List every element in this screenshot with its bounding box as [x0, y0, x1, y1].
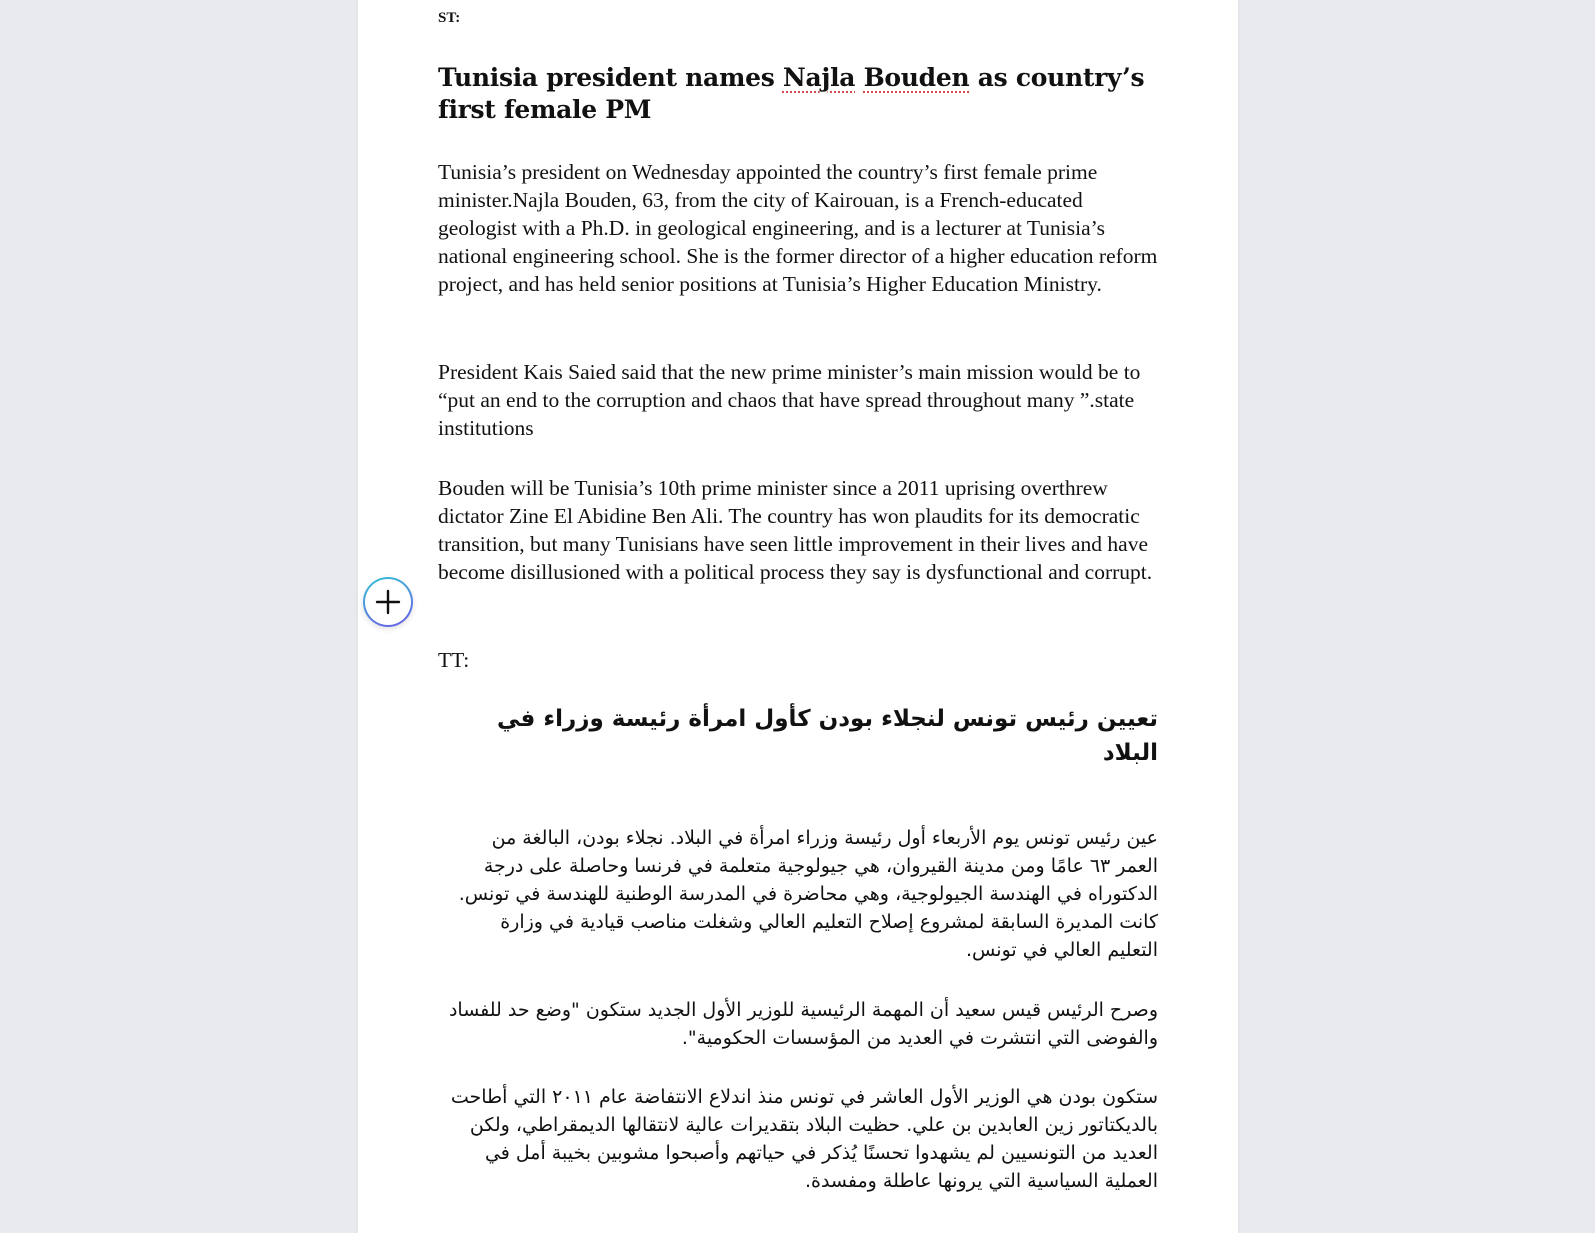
source-headline[interactable] [438, 62, 1158, 126]
spellcheck-flagged-word[interactable]: Najla [782, 63, 856, 92]
target-text-label: TT: [438, 648, 470, 672]
target-headline[interactable]: تعيين رئيس تونس لنجلاء بودن كأول امرأة رئيسة وزراء في البلاد [497, 706, 1158, 766]
document-page [358, 0, 1238, 1233]
source-text-label: ST: [438, 10, 461, 26]
target-paragraph[interactable]: ستكون بودن هي الوزير الأول العاشر في تونس منذ اندلاع الانتفاضة عام ٢٠١١ التي أطاحت بالديكتاتور زين العابدين بن علي. حظيت البلاد بتقديرات عالية لانتقالها الديمقراطي، ولكن العديد من التونسيين لم يشهدوا تحسنًا يُذكر في حياتهم وأصبحوا مشوبين بخيبة أمل في العملية السياسية التي يرونها عاطلة ومفسدة. [450, 1086, 1158, 1192]
source-paragraph[interactable]: Bouden will be Tunisia’s 10th prime minister since a 2011 uprising overthrew dictator Zine El Abidine Ben Ali. The country has won plaudits for its democratic transition, but many Tunisians have seen little improvement in their lives and have become disillusioned with a political process they say is dysfunctional and corrupt. [438, 476, 1153, 584]
target-paragraph[interactable]: وصرح الرئيس قيس سعيد أن المهمة الرئيسية للوزير الأول الجديد ستكون "وضع حد للفساد والفوضى التي انتشرت في العديد من المؤسسات الحكومية". [448, 999, 1158, 1049]
plus-icon [374, 588, 402, 616]
spellcheck-flagged-word[interactable]: Bouden [863, 63, 970, 92]
source-paragraph[interactable]: President Kais Saied said that the new prime minister’s main mission would be to “put an end to the corruption and chaos that have spread throughout many ”.state institutions [438, 360, 1141, 440]
headline-text-end: as country’s first female PM [438, 63, 1145, 124]
target-paragraph[interactable]: عين رئيس تونس يوم الأربعاء أول رئيسة وزراء امرأة في البلاد. نجلاء بودن، البالغة من العمر ٦٣ عامًا ومن مدينة القيروان، هي جيولوجية متعلمة في فرنسا وحاصلة على درجة الدكتوراه في الهندسة الجيولوجية، وهي محاضرة في المدرسة الوطنية للهندسة في تونس. كانت المديرة السابقة لمشروع إصلاح التعليم العالي وشغلت مناصب قيادية في وزارة التعليم العالي في تونس. [458, 827, 1158, 961]
headline-text-start: Tunisia president names [438, 63, 783, 92]
source-paragraph[interactable]: Tunisia’s president on Wednesday appointed the country’s first female prime minister.Najla Bouden, 63, from the city of Kairouan, is a French-educated geologist with a Ph.D. in geological engineering, and is a lecturer at Tunisia’s national engineering school. She is the former director of a higher education reform project, and has held senior positions at Tunisia’s Higher Education Ministry. [438, 160, 1158, 296]
add-block-button[interactable] [363, 577, 413, 627]
